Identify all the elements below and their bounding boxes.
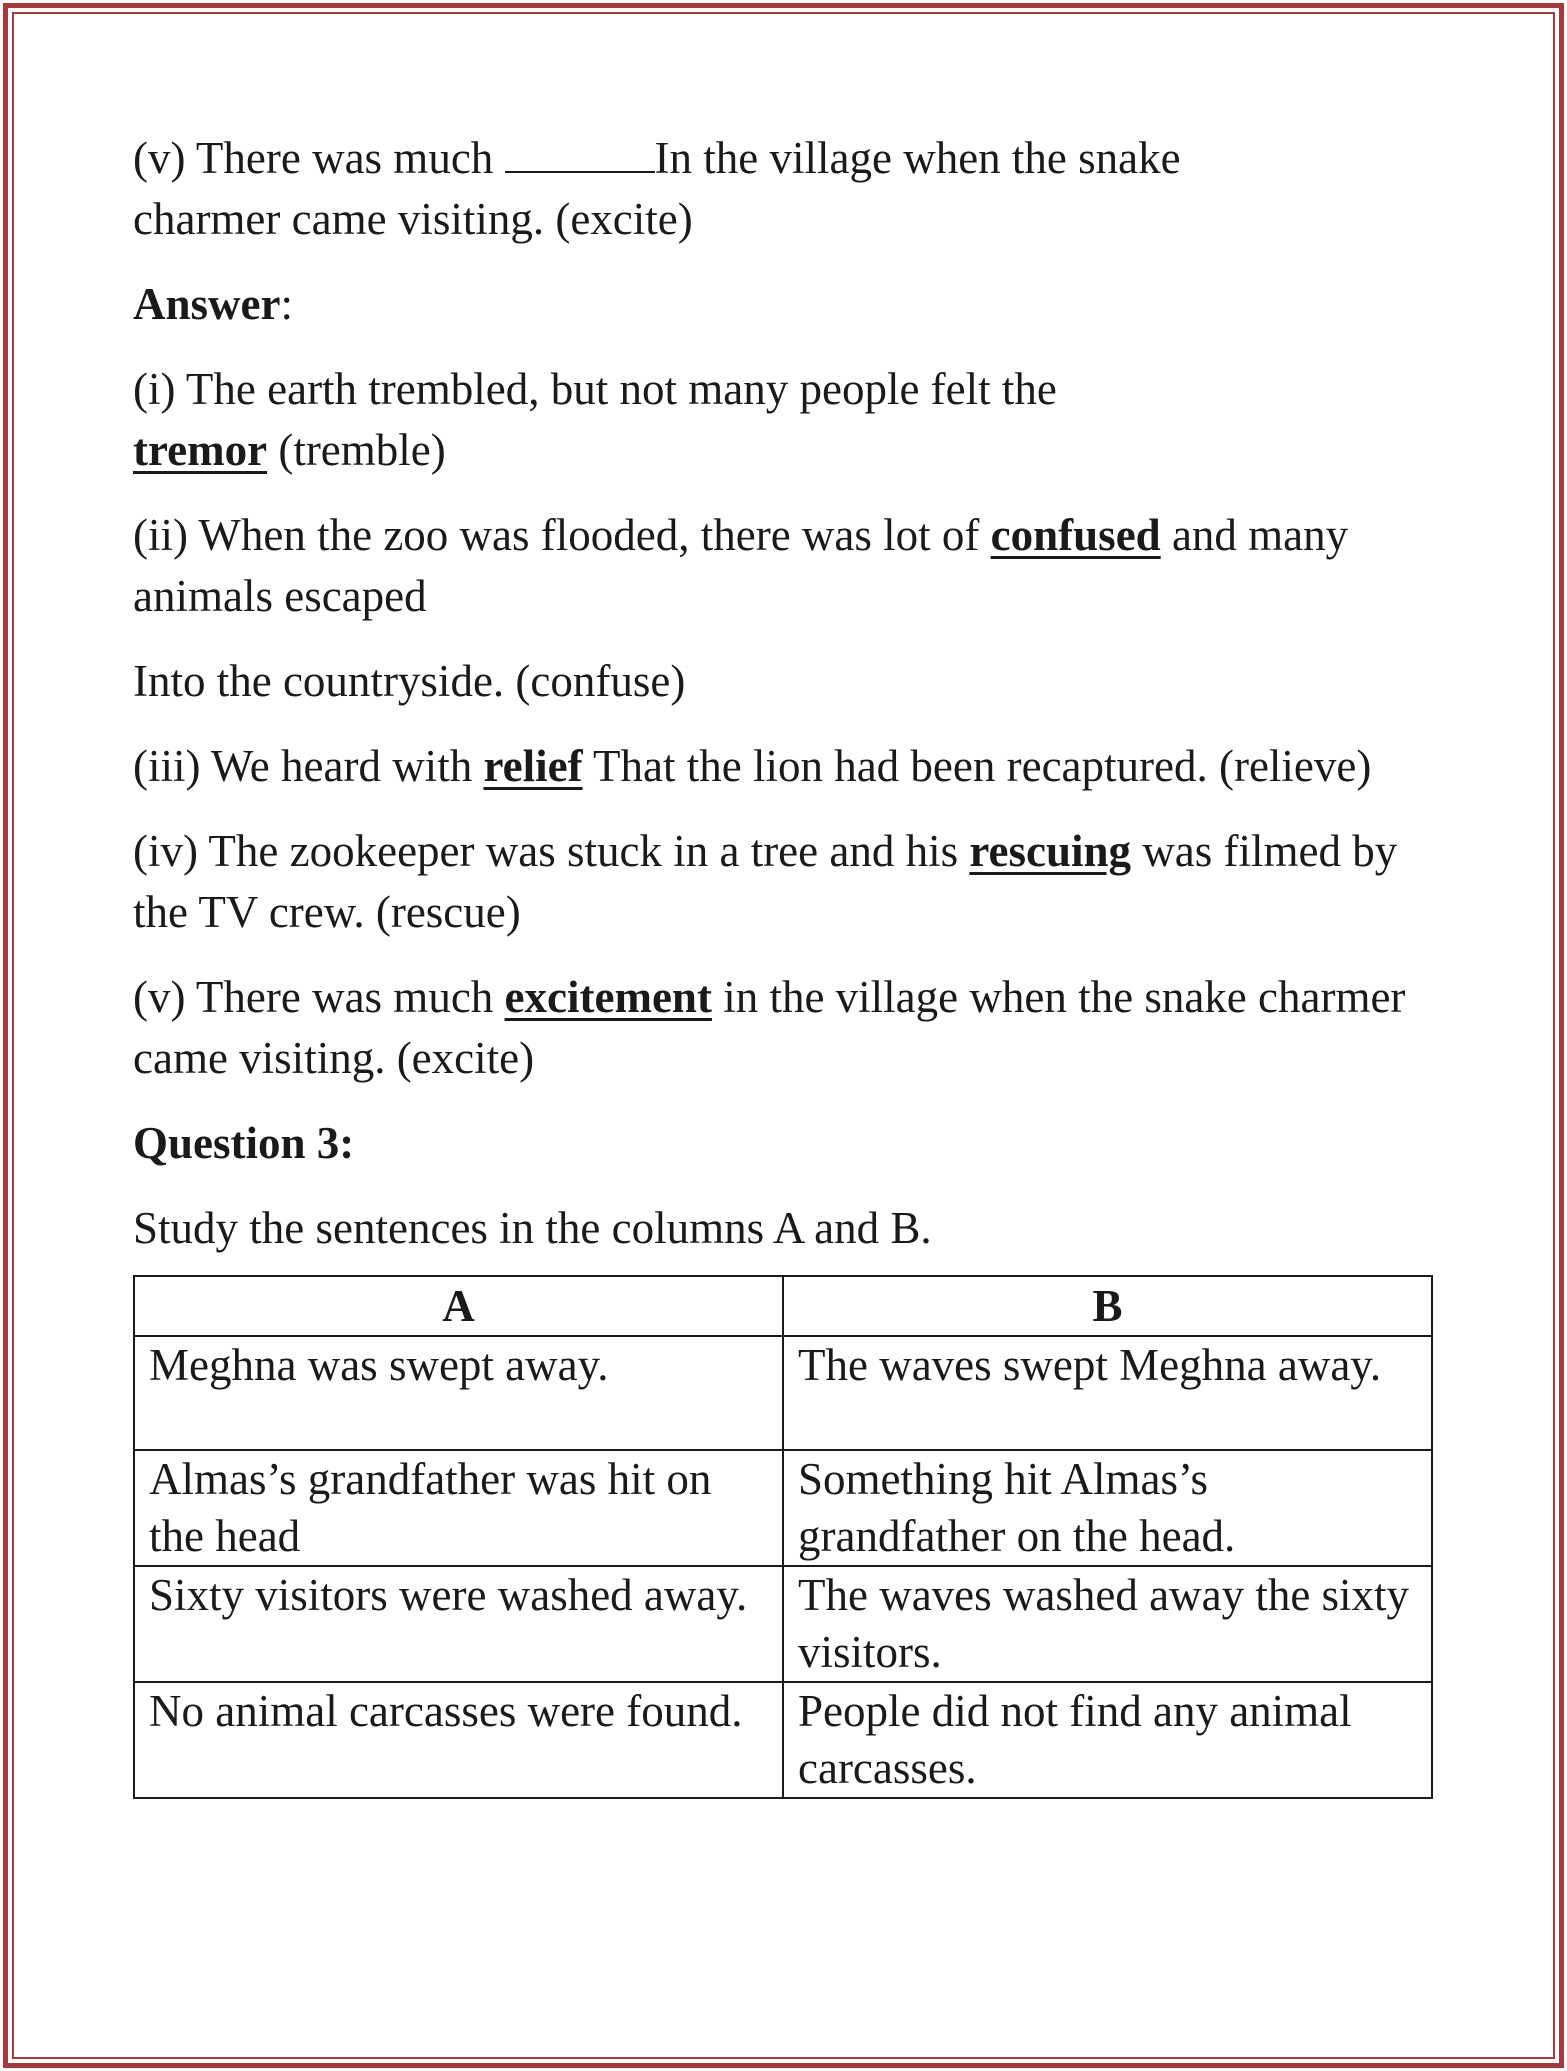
table-row xyxy=(134,1682,1432,1798)
answer-item-4 xyxy=(133,821,1433,943)
question-tail xyxy=(133,128,1313,250)
table-cell-a: Meghna was swept away. xyxy=(134,1336,783,1450)
answer-heading-label: Answer xyxy=(133,279,281,329)
answer-item-3-word: relief xyxy=(483,741,583,791)
answer-item-4-pre: (iv) The zookeeper was stuck in a tree and his xyxy=(133,826,970,876)
answer-item-3 xyxy=(133,736,1433,797)
table-row xyxy=(134,1566,1432,1682)
table-cell-b: The waves washed away the sixty visitors. xyxy=(783,1566,1432,1682)
answer-heading-colon: : xyxy=(280,279,293,329)
answer-item-5-post: in the village when the snake charmer came visiting. (excite) xyxy=(133,972,1406,1083)
table-cell-a: Almas’s grandfather was hit on the head xyxy=(134,1450,783,1566)
question-3-instruction: Study the sentences in the columns A and B. xyxy=(133,1203,932,1253)
answer-item-5-pre: (v) There was much xyxy=(133,972,505,1022)
answer-item-1-word: tremor xyxy=(133,425,268,475)
answer-item-2-pre: (ii) When the zoo was flooded, there was lot of xyxy=(133,510,991,560)
sentence-columns-table xyxy=(133,1275,1433,1799)
answer-item-4-word: rescuing xyxy=(969,826,1132,876)
column-b-header: B xyxy=(783,1276,1432,1336)
table-header-row xyxy=(134,1276,1432,1336)
question-tail-part2: In the village when the snake charmer came visiting. (excite) xyxy=(133,133,1181,244)
table-cell-a: Sixty visitors were washed away. xyxy=(134,1566,783,1682)
table-cell-b: Something hit Almas’s grandfather on the head. xyxy=(783,1450,1432,1566)
answer-item-1-post: (tremble) xyxy=(267,425,446,475)
answer-item-2 xyxy=(133,505,1433,627)
table-row xyxy=(134,1336,1432,1450)
answer-item-4-post: was filmed by the TV crew. (rescue) xyxy=(133,826,1398,937)
answer-item-1-pre: (i) The earth trembled, but not many people felt the xyxy=(133,364,1057,414)
answer-item-5-word: excitement xyxy=(504,972,712,1022)
answer-item-3-pre: (iii) We heard with xyxy=(133,741,484,791)
answer-item-3-post: That the lion had been recaptured. (relieve) xyxy=(582,741,1372,791)
table-cell-a: No animal carcasses were found. xyxy=(134,1682,783,1798)
table-row xyxy=(134,1450,1432,1566)
answer-item-2-word: confused xyxy=(990,510,1161,560)
answer-item-2-continued xyxy=(133,651,1453,712)
table-cell-b: The waves swept Meghna away. xyxy=(783,1336,1432,1450)
answer-item-1 xyxy=(133,359,1133,481)
answer-heading xyxy=(133,274,1453,335)
answer-item-2-continued-text: Into the countryside. (confuse) xyxy=(133,656,686,706)
question-3-heading: Question 3: xyxy=(133,1118,355,1168)
column-a-header: A xyxy=(134,1276,783,1336)
document-content xyxy=(133,128,1453,1799)
question-tail-part1: (v) There was much xyxy=(133,133,505,183)
table-cell-b: People did not find any animal carcasses. xyxy=(783,1682,1432,1798)
answer-item-2-post: and many animals escaped xyxy=(133,510,1349,621)
answer-blank xyxy=(505,133,655,173)
answer-item-5 xyxy=(133,967,1453,1089)
